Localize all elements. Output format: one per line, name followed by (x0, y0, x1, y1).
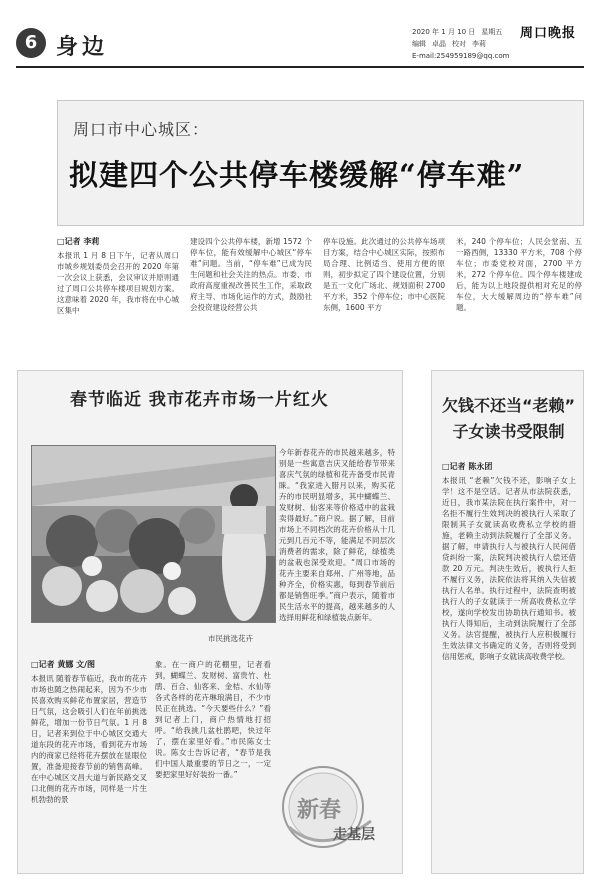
lead-kicker: 周口市中心城区： (73, 120, 210, 139)
new-year-grassroots-stamp (275, 757, 395, 867)
flower-text-1: 本报讯 随着春节临近，我市的花卉市场也随之热闹起来，因为不少市民喜欢购买鲜花布置家居，营造节日气氛，这会吸引人们在年前挑选鲜花，增加一份节日气氛。1 月 8 日，记者来到位于中心城区交通大道东段的花卉市场，看到花卉市场内的商家已经将花卉摆放在显眼位置，准备迎接春节前的销售高峰。在中心城区文昌大道与新民路交叉口北侧的花卉市场，同样是一片生机勃勃的景 (31, 674, 147, 804)
lead-column-3 (323, 236, 445, 356)
masthead (0, 0, 600, 70)
lead-text-4: 米，240 个停车位；人民会堂南、五一路西侧，13330 平方米，708 个停车位；市委党校对面，2700 平方米，272 个停车位。四个停车楼建成后，能为以上地段提供相对充足的停车位，大大缓解周边的“停车难”问题。 (456, 237, 582, 312)
lead-text-2: 建设四个公共停车楼，新增 1572 个停车位，能有效缓解中心城区“停车难”问题。当前，“停车难”已成为民生问题和社会关注的热点。市委、市政府高度重视改善民生工作，采取政府主导、市场化运作的方式，鼓励社会投资建设经营公共 (190, 237, 312, 312)
issue-date: 2020 年 1 月 10 日 (412, 28, 476, 36)
debt-headline-1: 欠钱不还当“老赖” (441, 396, 576, 415)
debt-headline-2: 子女读书受限制 (452, 422, 565, 441)
debt-text: 本报讯 “老赖”欠钱不还，影响子女上学！这不是空话。记者从市法院获悉，近日，我市某法院在执行案件中，对一名拒不履行生效判决的被执行人采取了限制其子女就读高收费私立学校的措施，老赖主动到法院履行了全部义务。据了解，申请执行人与被执行人民间借贷纠纷一案，法院判决被执行人偿还借款 20 万元。判决生效后，被执行人拒不履行义务，法院依法将其纳入失信被执行人名单。执行过程中，法院查明被执行人的子女就读于一所高收费私立学校，遂向学校发出协助执行通知书。被执行人得知后，主动到法院履行了全部义务。法官提醒，被执行人应积极履行生效法律文书确定的义务，否则将受到信用惩戒，影响子女就读高收费学校。 (442, 476, 576, 661)
stamp-line-1: 新春 (297, 797, 342, 823)
lead-column-1 (57, 236, 179, 356)
editor-name: 卓晶 (432, 40, 446, 48)
flower-column-2 (155, 659, 271, 865)
flower-market-photo (31, 445, 276, 623)
masthead-rule (16, 66, 584, 68)
flower-story-box (17, 370, 403, 874)
page-number: 6 (16, 28, 46, 58)
editor-label: 编辑 (412, 40, 426, 48)
contact-email: E-mail:254959189@qq.com (412, 52, 510, 60)
lead-column-4 (456, 236, 582, 356)
flower-headline: 春节临近 我市花卉市场一片红火 (70, 390, 329, 410)
flower-photo-illustration (32, 446, 276, 623)
masthead-info (412, 26, 600, 62)
paper-logo: 周口晚报 (520, 26, 577, 41)
proof-name: 李莉 (472, 40, 486, 48)
issue-weekday: 星期五 (481, 28, 503, 36)
stamp-line-2: 走基层 (333, 827, 375, 843)
stamp-graphic (275, 757, 395, 867)
lead-headline: 拟建四个公共停车楼缓解“停车难” (69, 158, 525, 192)
lead-text-1: 本报讯 1 月 8 日下午，记者从周口市城乡规划委员会召开的 2020 年第一次会议上获悉，会议审议并原则通过了周口公共停车楼项目规划方案。这意味着 2020 年，我市将在中心城区集中 (57, 251, 179, 315)
photo-caption: 市民挑选花卉 (208, 634, 253, 643)
debt-story-box (431, 370, 584, 874)
flower-text-2: 象。在一商户的花棚里，记者看到，蝴蝶兰、发财树、富贵竹、杜鹃、百合、仙客来、金桔、水仙等各式各样的花卉琳琅满目，不少市民正在挑选。“今天要些什么？”看到记者上门，商户热情地打招呼。“给我挑几盆杜鹃吧，快过年了，摆在家里好看。”市民陈女士说。陈女士告诉记者，“春节是我们中国人最重要的节日之一，一定要把家里好好装扮一番。” (155, 660, 271, 779)
lead-text-3: 停车设施。此次通过的公共停车场项目方案，结合中心城区实际，按照布局合理、比例适当、使用方便的原则，初步拟定了四个建设位置，分别是五一文化广场北、规划面积 2700 平方米，352 个停车位；市中心医院东侧，1600 平方 (323, 237, 445, 312)
lead-headline-box (57, 100, 584, 226)
page-number-badge (16, 28, 46, 58)
flower-column-1 (31, 659, 147, 865)
section-name: 身边 (56, 34, 109, 60)
flower-text-3: 今年新春花卉的市民越来越多，特别是一些寓意吉庆又能给春节带来喜庆气氛的绿植和花卉备受市民青睐。“我家进入腊月以来，购买花卉的市民明显增多，其中蝴蝶兰、发财树、仙客来等价格适中的盆栽卖得最好。”商户说。据了解，目前市场上不同档次的花卉价格从十几元到几百元不等，能满足不同层次消费者的需求，除了鲜花，绿植类的盆栽也深受欢迎。“周口市场的花卉主要来自郑州、广州等地，品种齐全，价格实惠，每到春节前后都是销售旺季。”商户表示，随着市民生活水平的提高，越来越多的人选择用鲜花和绿植装点新年。 (279, 448, 395, 622)
flower-byline: □记者 黄娜 文/图 (31, 660, 96, 669)
debt-column (442, 461, 576, 866)
debt-byline: □记者 陈永团 (442, 462, 493, 471)
lead-byline: □记者 李莉 (57, 237, 100, 246)
lead-column-2 (190, 236, 312, 356)
proof-label: 校对 (452, 40, 466, 48)
flower-column-right (279, 447, 395, 747)
email-row (412, 50, 600, 62)
